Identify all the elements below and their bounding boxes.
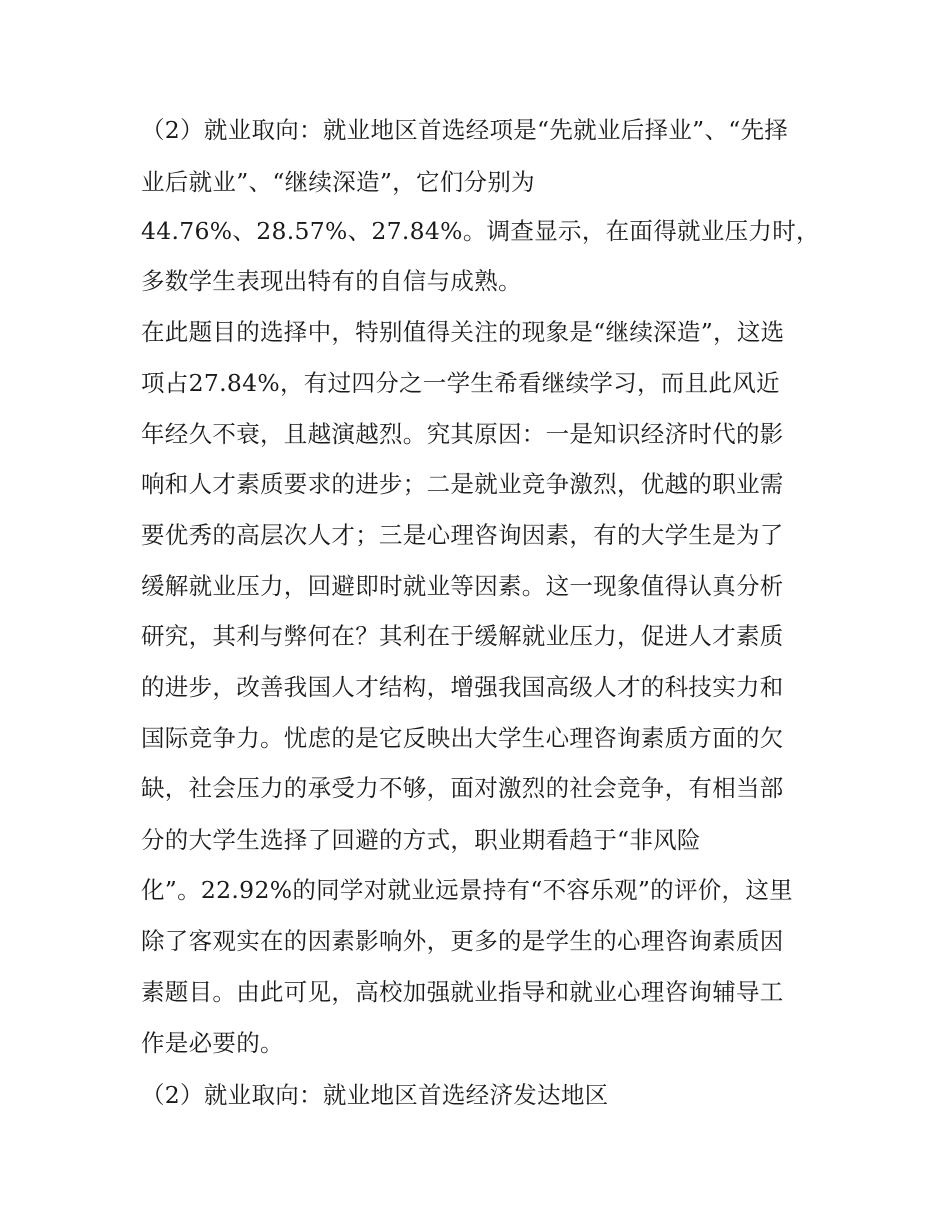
text-line: 年经久不衰，且越演越烈。究其原因：一是知识经济时代的影 bbox=[141, 420, 784, 448]
text-line: 研究，其利与弊何在？其利在于缓解就业压力，促进人才素质 bbox=[141, 622, 784, 650]
text-line: 项占27.84%，有过四分之一学生希看继续学习，而且此风近 bbox=[141, 369, 780, 397]
text-line: 要优秀的高层次人才；三是心理咨询因素，有的大学生是为了 bbox=[141, 521, 784, 549]
text-line: 多数学生表现出特有的自信与成熟。 bbox=[141, 267, 522, 295]
text-line: 在此题目的选择中，特别值得关注的现象是“继续深造”，这选 bbox=[141, 318, 785, 346]
text-line: 的进步，改善我国人才结构，增强我国高级人才的科技实力和 bbox=[141, 673, 784, 701]
text-line: 素题目。由此可见，高校加强就业指导和就业心理咨询辅导工 bbox=[141, 978, 784, 1006]
text-line: 分的大学生选择了回避的方式，职业期看趋于“非风险 bbox=[141, 826, 701, 854]
text-line: （2）就业取向：就业地区首选经济发达地区 bbox=[141, 1081, 609, 1109]
text-line: 缺，社会压力的承受力不够，面对激烈的社会竞争，有相当部 bbox=[141, 774, 784, 802]
text-line: 缓解就业压力，回避即时就业等因素。这一现象值得认真分析 bbox=[141, 572, 784, 600]
text-line: 化”。22.92%的同学对就业远景持有“不容乐观”的评价，这里 bbox=[141, 876, 793, 904]
text-line: （2）就业取向：就业地区首选经项是“先就业后择业”、“先择 bbox=[141, 116, 789, 144]
text-line: 业后就业”、“继续深造”，它们分别为 bbox=[141, 168, 535, 196]
text-line: 国际竞争力。忧虑的是它反映出大学生心理咨询素质方面的欠 bbox=[141, 724, 784, 752]
text-line: 作是必要的。 bbox=[141, 1029, 284, 1057]
text-line: 除了客观实在的因素影响外，更多的是学生的心理咨询素质因 bbox=[141, 927, 784, 955]
text-line: 响和人才素质要求的进步；二是就业竞争激烈，优越的职业需 bbox=[141, 470, 784, 498]
text-line: 44.76%、28.57%、27.84%。调查显示，在面得就业压力时， bbox=[141, 217, 820, 245]
